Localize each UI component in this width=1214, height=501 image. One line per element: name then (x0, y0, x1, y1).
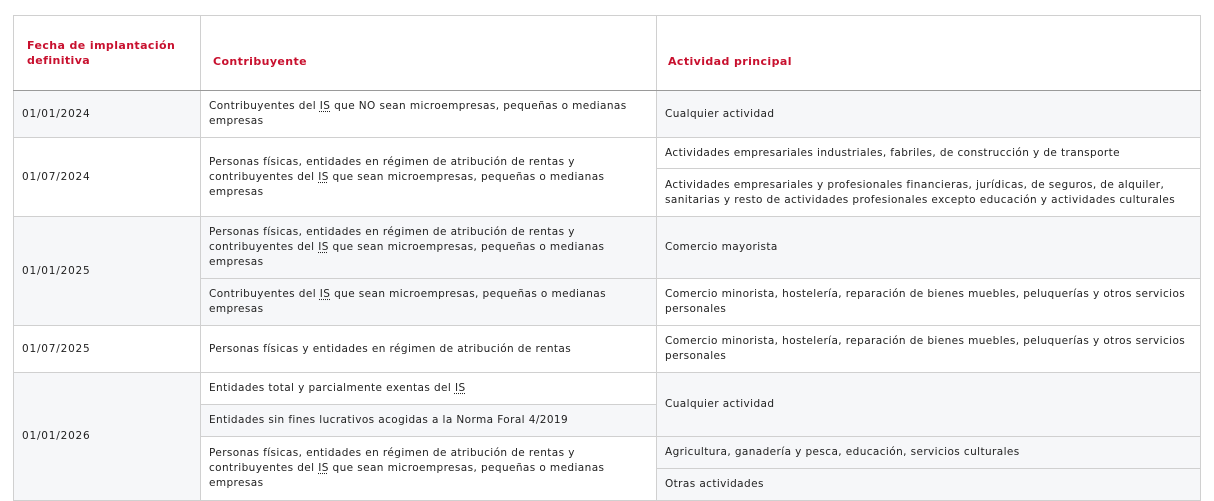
table-row (14, 326, 1201, 373)
is-abbreviation: IS (318, 462, 329, 474)
is-abbreviation: IS (318, 170, 329, 183)
actividad-cell: Cualquier actividad (657, 373, 1201, 437)
contribuyente-cell: Entidades total y parcialmente exentas del IS (201, 373, 657, 405)
table-row (14, 217, 1201, 279)
table-header-row (14, 16, 1201, 91)
fecha-cell: 01/01/2026 (14, 373, 201, 501)
actividad-cell: Cualquier actividad (657, 91, 1201, 138)
actividad-cell: Otras actividades (657, 469, 1201, 501)
is-abbreviation: IS (454, 382, 466, 394)
contribuyente-cell: Personas físicas, entidades en régimen de atribución de rentas y contribuyentes del IS que sean microempresas, pequeñas o medianas empresas (201, 437, 657, 501)
header-actividad: Actividad principal (657, 16, 1201, 91)
contribuyente-cell: Contribuyentes del IS que NO sean microempresas, pequeñas o medianas empresas (201, 91, 657, 138)
contribuyente-cell: Personas físicas y entidades en régimen de atribución de rentas (201, 326, 657, 373)
is-abbreviation: IS (318, 241, 329, 253)
actividad-cell: Actividades empresariales y profesionales financieras, jurídicas, de seguros, de alquiler, sanitarias y resto de actividades profesionales excepto educación y actividades culturales (657, 169, 1201, 217)
table-row (14, 373, 1201, 405)
contribuyente-cell: Personas físicas, entidades en régimen de atribución de rentas y contribuyentes del IS que sean microempresas, pequeñas o medianas empresas (201, 138, 657, 217)
table-row (14, 138, 1201, 169)
is-abbreviation: IS (319, 288, 331, 300)
fecha-cell: 01/07/2025 (14, 326, 201, 373)
table-row (14, 91, 1201, 138)
contribuyente-cell: Personas físicas, entidades en régimen de atribución de rentas y contribuyentes del IS que sean microempresas, pequeñas o medianas empresas (201, 217, 657, 279)
actividad-cell: Comercio mayorista (657, 217, 1201, 279)
fecha-cell: 01/01/2024 (14, 91, 201, 138)
contribuyente-cell: Entidades sin fines lucrativos acogidas a la Norma Foral 4/2019 (201, 405, 657, 437)
implantation-schedule-table (13, 15, 1201, 501)
actividad-cell: Comercio minorista, hostelería, reparación de bienes muebles, peluquerías y otros servicios personales (657, 326, 1201, 373)
is-abbreviation: IS (319, 100, 331, 112)
header-fecha: Fecha de implantación definitiva (14, 16, 201, 91)
actividad-cell: Agricultura, ganadería y pesca, educación, servicios culturales (657, 437, 1201, 469)
fecha-cell: 01/01/2025 (14, 217, 201, 326)
header-contribuyente: Contribuyente (201, 16, 657, 91)
actividad-cell: Actividades empresariales industriales, fabriles, de construcción y de transporte (657, 138, 1201, 169)
actividad-cell: Comercio minorista, hostelería, reparación de bienes muebles, peluquerías y otros servicios personales (657, 279, 1201, 326)
contribuyente-cell: Contribuyentes del IS que sean microempresas, pequeñas o medianas empresas (201, 279, 657, 326)
implantation-table-container (13, 15, 1200, 501)
fecha-cell: 01/07/2024 (14, 138, 201, 217)
